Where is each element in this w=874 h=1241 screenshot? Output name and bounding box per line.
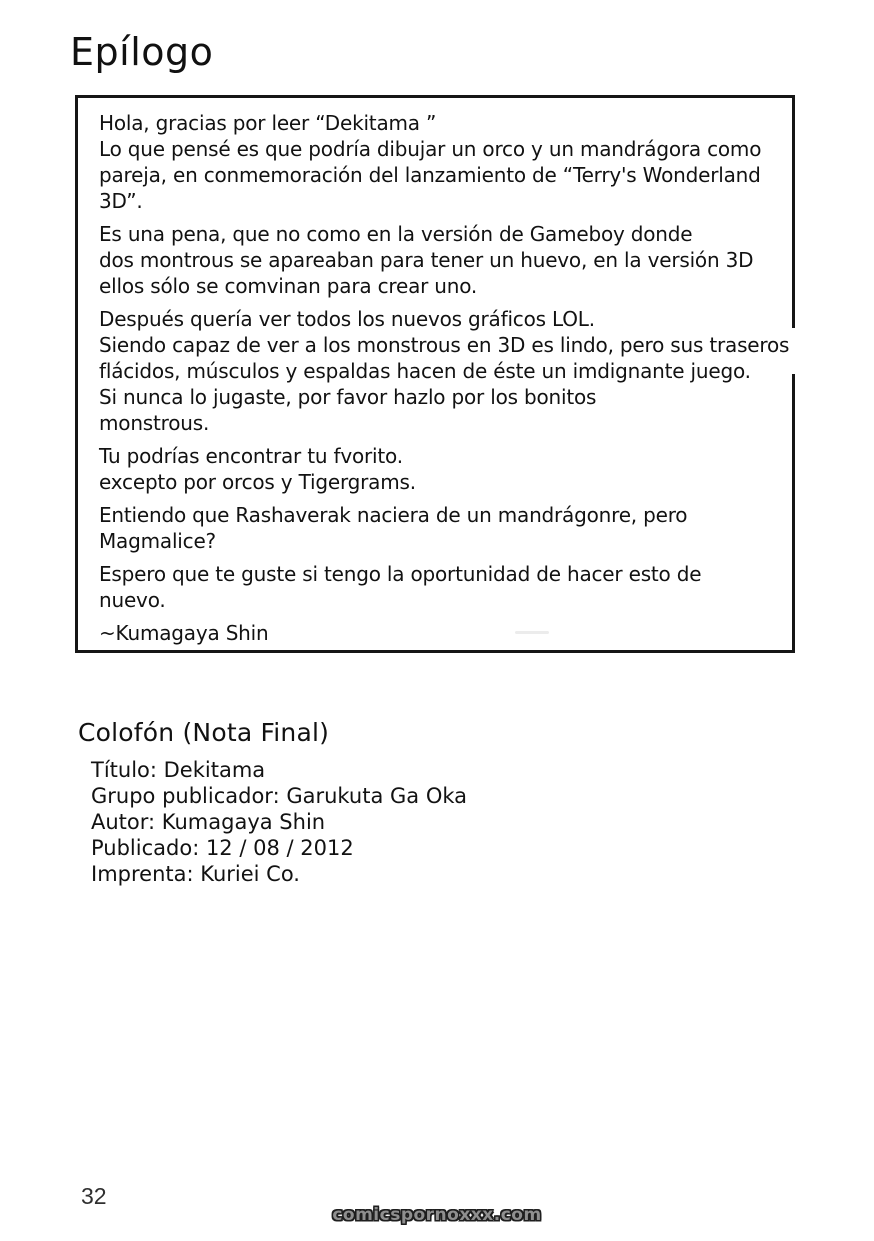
- epilogue-paragraph: [99, 502, 792, 554]
- epilogue-line: Siendo capaz de ver a los monstrous en 3D es lindo, pero sus traseros: [99, 333, 790, 357]
- epilogue-line: pareja, en conmemoración del lanzamiento de “Terry's Wonderland: [99, 163, 761, 187]
- epilogue-line: Después quería ver todos los nuevos gráficos LOL.: [99, 307, 595, 331]
- epilogue-paragraph: [99, 561, 792, 613]
- epilogue-line: Tu podrías encontrar tu fvorito.: [99, 444, 403, 468]
- epilogue-line: Si nunca lo jugaste, por favor hazlo por los bonitos: [99, 385, 597, 409]
- epilogue-line: nuevo.: [99, 588, 166, 612]
- epilogue-line: 3D”.: [99, 189, 143, 213]
- colophon-author: Autor: Kumagaya Shin: [91, 810, 326, 834]
- colophon-title: Título: Dekitama: [91, 758, 266, 782]
- epilogue-line: ellos sólo se comvinan para crear uno.: [99, 274, 478, 298]
- epilogue-line: Es una pena, que no como en la versión de Gameboy donde: [99, 222, 693, 246]
- colophon-publisher-group: Grupo publicador: Garukuta Ga Oka: [91, 784, 468, 808]
- epilogue-line: Hola, gracias por leer “Dekitama ”: [99, 111, 437, 135]
- colophon-lines: [78, 757, 467, 887]
- colophon-heading: Colofón (Nota Final): [78, 718, 330, 747]
- colophon-section: [78, 718, 467, 887]
- page-number: 32: [81, 1183, 107, 1209]
- watermark: comicspornoxxx.com: [332, 1205, 542, 1225]
- epilogue-paragraph: [99, 620, 792, 646]
- epilogue-text-box: [75, 95, 795, 653]
- border-gap: [791, 328, 795, 374]
- author-signature: ~Kumagaya Shin: [99, 621, 269, 645]
- epilogue-line: dos montrous se apareaban para tener un huevo, en la versión 3D: [99, 248, 754, 272]
- epilogue-line: Magmalice?: [99, 529, 216, 553]
- epilogue-paragraph: [99, 110, 792, 214]
- epilogue-line: excepto por orcos y Tigergrams.: [99, 470, 416, 494]
- colophon-printer: Imprenta: Kuriei Co.: [91, 862, 300, 886]
- scan-artifact: [515, 631, 549, 634]
- epilogue-paragraph: [99, 443, 792, 495]
- epilogue-line: monstrous.: [99, 411, 210, 435]
- epilogue-line: Lo que pensé es que podría dibujar un orco y un mandrágora como: [99, 137, 762, 161]
- page-title: Epílogo: [70, 30, 214, 74]
- epilogue-line: Espero que te guste si tengo la oportunidad de hacer esto de: [99, 562, 702, 586]
- epilogue-paragraph: [99, 306, 792, 436]
- epilogue-line: flácidos, músculos y espaldas hacen de éste un imdignante juego.: [99, 359, 751, 383]
- colophon-published-date: Publicado: 12 / 08 / 2012: [91, 836, 354, 860]
- epilogue-paragraph: [99, 221, 792, 299]
- epilogue-line: Entiendo que Rashaverak naciera de un mandrágonre, pero: [99, 503, 688, 527]
